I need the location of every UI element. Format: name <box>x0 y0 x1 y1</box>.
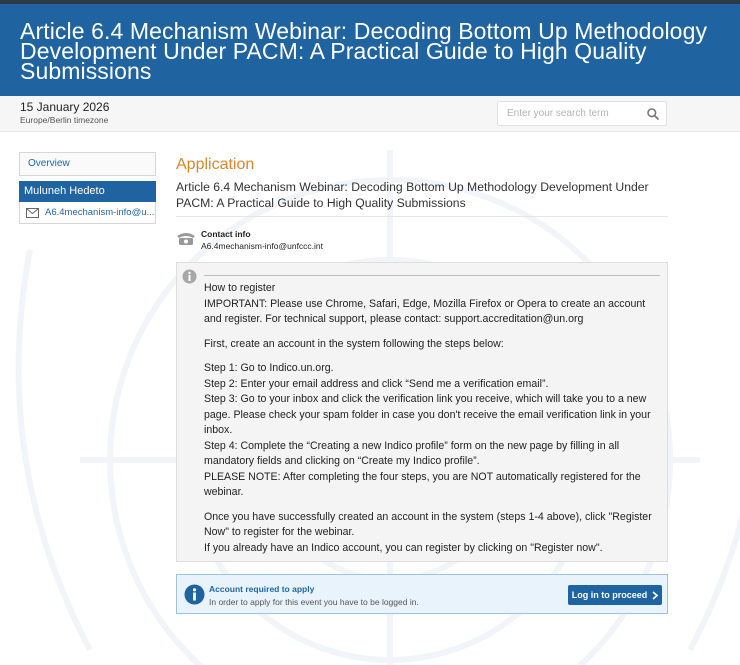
sidebar-item-overview[interactable]: Overview <box>19 152 156 176</box>
event-timezone: Europe/Berlin timezone <box>20 115 109 125</box>
event-header-title: Article 6.4 Mechanism Webinar: Decoding Bottom Up Methodology Development Under PACM: A Practical Guide to High Quality Submissions <box>20 18 708 84</box>
instruction-existing-account: If you already have an Indico account, you can register by clicking on "Register now". <box>204 541 603 554</box>
instruction-step: Step 2: Enter your email address and click “Send me a verification email”. <box>204 377 549 390</box>
instruction-step: Step 3: Go to your inbox and click the verification link you receive, which will take you to a new page. Please check your spam folder in case you don't receive the email verification link in your inbox. <box>204 393 651 436</box>
instruction-intro: First, create an account in the system following the steps below: <box>204 337 504 350</box>
main-content <box>176 156 668 217</box>
date-bar <box>0 96 740 132</box>
sidebar-contact-email[interactable] <box>19 202 156 224</box>
info-icon <box>182 269 197 284</box>
divider <box>204 275 660 276</box>
event-header <box>0 4 740 96</box>
contact-info <box>176 229 476 257</box>
instruction-step: Step 4: Complete the “Creating a new Indico profile” form on the new page by filling in all mandatory fields and clicking on “Create my Indico profile”. <box>204 439 620 467</box>
account-required-subtitle: In order to apply for this event you have to be logged in. <box>209 597 419 607</box>
contact-label: Contact info <box>201 229 251 239</box>
login-button-label: Log in to proceed <box>571 590 648 600</box>
login-button[interactable] <box>568 585 662 605</box>
instruction-register: Once you have successfully created an account in the system (steps 1-4 above), click "Register Now" to register for the webinar. <box>204 510 652 538</box>
contact-email[interactable]: A6.4mechanism-info@unfccc.int <box>201 241 324 251</box>
mail-icon <box>26 208 39 218</box>
account-required-banner <box>176 574 668 614</box>
event-date: 15 January 2026 <box>20 100 110 114</box>
chevron-right-icon <box>652 591 658 600</box>
search-placeholder: Enter your search term <box>507 108 609 119</box>
search-icon[interactable] <box>646 107 660 121</box>
info-icon <box>184 584 205 605</box>
search-input[interactable] <box>497 101 667 126</box>
registration-instructions <box>204 281 664 556</box>
sidebar-nav <box>19 152 156 224</box>
instruction-step: Step 1: Go to Indico.un.org. <box>204 362 334 374</box>
sidebar-user-name: Muluneh Hedeto <box>19 181 156 202</box>
event-title: Article 6.4 Mechanism Webinar: Decoding Bottom Up Methodology Development Under PACM: A Practical Guide to High Quality Submissions <box>176 179 668 217</box>
instruction-note: PLEASE NOTE: After completing the four steps, you are NOT automatically registered for the webinar. <box>204 470 641 498</box>
page-title: Application <box>176 156 255 173</box>
registration-info-box <box>176 262 668 562</box>
instruction-heading: How to register <box>204 282 276 294</box>
sidebar-email-text: A6.4mechanism-info@u... <box>45 207 155 218</box>
instruction-important: IMPORTANT: Please use Chrome, Safari, Edge, Mozilla Firefox or Opera to create an account and register. For technical support, please contact: support.accreditation@un.org <box>204 297 646 325</box>
account-required-title: Account required to apply <box>209 584 315 594</box>
phone-icon <box>176 231 196 246</box>
